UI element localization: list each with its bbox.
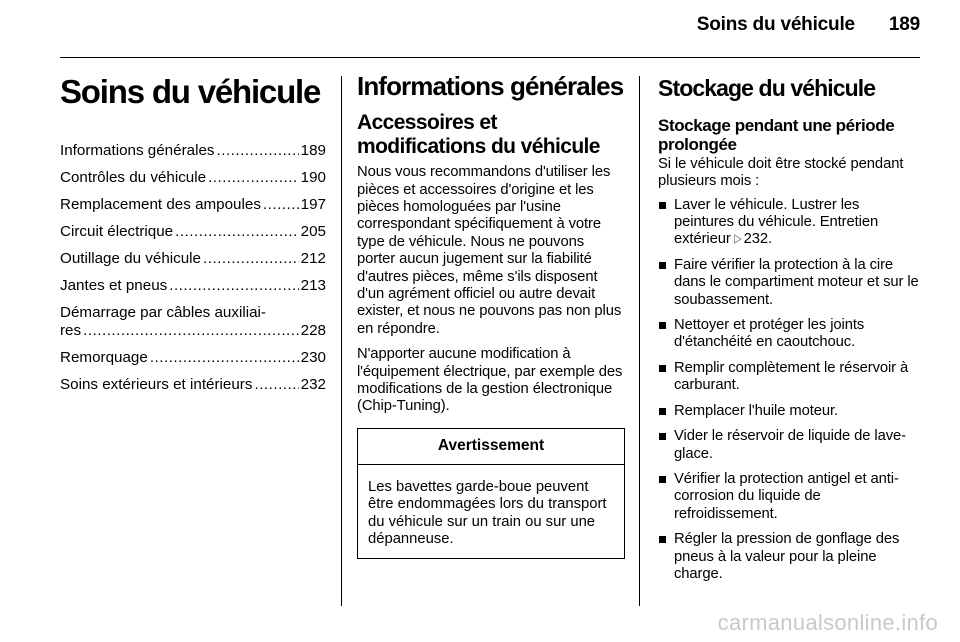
list-item bbox=[658, 403, 922, 420]
section-title: Informations générales bbox=[357, 71, 624, 101]
toc-leader bbox=[263, 196, 299, 214]
toc-entry-title: Contrôles du véhicule bbox=[60, 169, 207, 187]
warning-heading: Avertissement bbox=[358, 429, 624, 465]
column-divider bbox=[639, 76, 640, 606]
paragraph: Si le véhicule doit être stocké pendant plusieurs mois : bbox=[658, 155, 904, 190]
list-item bbox=[658, 197, 922, 249]
toc-entry-title: Jantes et pneus bbox=[60, 277, 168, 295]
cross-reference-arrow-icon[interactable] bbox=[734, 234, 742, 244]
general-info-column bbox=[357, 64, 625, 559]
list-item bbox=[658, 257, 922, 309]
bullet-icon bbox=[659, 433, 666, 440]
storage-list bbox=[658, 197, 922, 584]
warning-body: Les bavettes garde-boue peuvent être endommagées lors du transport du véhicule sur un train ou sur une dépanneuse. bbox=[368, 478, 607, 548]
toc-entry-page: 230 bbox=[300, 349, 326, 367]
toc-leader bbox=[203, 250, 299, 268]
subsection-title: Accessoires et modifications du véhicule bbox=[357, 111, 600, 158]
toc-entry[interactable] bbox=[60, 277, 326, 295]
toc-entry-page: 197 bbox=[300, 196, 326, 214]
bullet-icon bbox=[659, 476, 666, 483]
toc-entry-page: 189 bbox=[300, 142, 326, 160]
paragraph: N'apporter aucune modification à l'équipement électrique, par exemple des modifications de la gestion électronique (Chip-Tuning). bbox=[357, 346, 623, 415]
storage-column bbox=[658, 64, 922, 591]
toc-entry[interactable] bbox=[60, 223, 326, 241]
bullet-icon bbox=[659, 536, 666, 543]
list-item bbox=[658, 428, 922, 463]
bullet-icon bbox=[659, 408, 666, 415]
list-item-text: Remplir complètement le réservoir à carburant. bbox=[674, 359, 909, 394]
subsection-title: Stockage pendant une période prolongée bbox=[658, 115, 895, 154]
toc-entry[interactable] bbox=[60, 142, 326, 160]
list-item-text: Vider le réservoir de liquide de lave-glace. bbox=[674, 428, 906, 462]
toc-entry-page: 205 bbox=[300, 223, 326, 241]
list-item bbox=[658, 360, 922, 395]
page-number: 189 bbox=[888, 14, 920, 35]
toc-entry-title: Remplacement des ampoules bbox=[60, 196, 261, 214]
header-rule bbox=[60, 57, 920, 58]
bullet-icon bbox=[659, 322, 666, 329]
toc-leader bbox=[254, 376, 298, 394]
watermark: carmanualsonline.info bbox=[717, 610, 938, 635]
list-item bbox=[658, 531, 922, 583]
toc-entry-title: Remorquage bbox=[60, 349, 148, 367]
chapter-title: Soins du véhicule bbox=[60, 73, 321, 110]
list-item-text: Régler la pression de gonflage des pneus à la valeur pour la pleine charge. bbox=[674, 531, 900, 582]
toc-entry-page: 228 bbox=[300, 322, 326, 340]
list-item-text: Faire vérifier la protection à la cire dans le compartiment moteur et sur le soubassement. bbox=[674, 256, 919, 308]
bullet-icon bbox=[659, 365, 666, 372]
toc-column bbox=[60, 64, 326, 403]
toc-leader bbox=[83, 322, 299, 340]
list-item-text: Laver le véhicule. Lustrer les peintures du véhicule. Entretien extérieur bbox=[674, 196, 879, 248]
paragraph: Nous vous recommandons d'utiliser les pièces et accessoires d'origine et les pièces homologuées par l'usine correspondant spécifiquement à votre type de véhicule. Nous ne pouvons porter aucun jugement sur la fiabilité d'autres pièces, même s'ils disposent d'un agrément officiel ou autre devait exister, et nous ne pouvons pas non plus en répondre. bbox=[357, 164, 622, 337]
toc-entry-page: 190 bbox=[300, 169, 326, 187]
toc-entry-title-line1: Démarrage par câbles auxiliai- bbox=[60, 304, 266, 322]
toc-entry-title: Outillage du véhicule bbox=[60, 250, 201, 268]
toc-entry[interactable] bbox=[60, 169, 326, 187]
column-divider bbox=[341, 76, 342, 606]
toc-leader bbox=[175, 223, 299, 241]
toc-entry-title-line2: res bbox=[60, 322, 82, 340]
running-title: Soins du véhicule bbox=[696, 14, 855, 35]
list-item-text: Remplacer l'huile moteur. bbox=[674, 402, 838, 419]
list-item-text: Vérifier la protection antigel et anti-corrosion du liquide de refroidissement. bbox=[674, 470, 899, 522]
list-item bbox=[658, 317, 922, 352]
toc-entry-page: 212 bbox=[300, 250, 326, 268]
toc-leader bbox=[217, 142, 299, 160]
toc-entry-title: Informations générales bbox=[60, 142, 215, 160]
toc-leader bbox=[208, 169, 299, 187]
toc-entry-title: Circuit électrique bbox=[60, 223, 174, 241]
toc-entry[interactable] bbox=[60, 250, 326, 268]
toc-leader bbox=[150, 349, 299, 367]
toc-entry[interactable] bbox=[60, 349, 326, 367]
toc-entry-title: Soins extérieurs et intérieurs bbox=[60, 376, 253, 394]
toc-entry[interactable] bbox=[60, 304, 326, 340]
toc-entry[interactable] bbox=[60, 196, 326, 214]
list-item bbox=[658, 471, 922, 523]
toc-entry-page: 232 bbox=[300, 376, 326, 394]
section-title: Stockage du véhicule bbox=[658, 75, 876, 101]
bullet-icon bbox=[659, 202, 666, 209]
cross-reference-page[interactable]: 232. bbox=[743, 231, 773, 248]
toc-list bbox=[60, 142, 326, 394]
toc-leader bbox=[169, 277, 298, 295]
toc-entry[interactable] bbox=[60, 376, 326, 394]
warning-box bbox=[357, 428, 625, 560]
toc-entry-page: 213 bbox=[300, 277, 326, 295]
list-item-text: Nettoyer et protéger les joints d'étanchéité en caoutchouc. bbox=[674, 317, 865, 351]
running-header bbox=[697, 14, 920, 36]
bullet-icon bbox=[659, 262, 666, 269]
